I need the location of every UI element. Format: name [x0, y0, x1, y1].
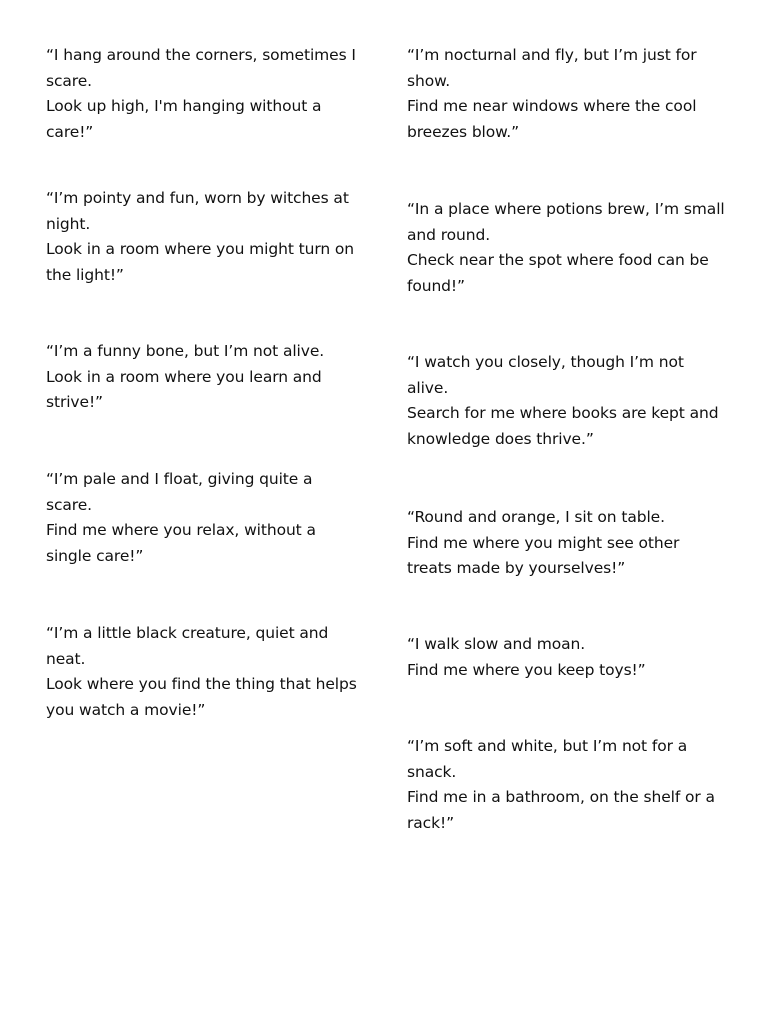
riddle-line: “I walk slow and moan.	[407, 635, 586, 653]
riddle-line: “I watch you closely, though I’m not alive.	[407, 353, 684, 397]
riddle-line: “I’m a little black creature, quiet and neat.	[46, 624, 329, 668]
riddle-line: Look where you find the thing that helps you watch a movie!”	[46, 675, 357, 720]
riddle-line: “I hang around the corners, sometimes I scare.	[46, 46, 356, 90]
riddle-line: Find me where you keep toys!”	[407, 660, 646, 679]
riddle-right-6	[407, 734, 727, 837]
riddle-line: “Round and orange, I sit on table.	[407, 508, 665, 526]
riddle-right-1	[407, 43, 725, 146]
riddle-left-1	[46, 43, 356, 146]
riddle-line: Find me where you might see other treats made by yourselves!”	[407, 533, 680, 578]
riddle-left-4	[46, 467, 352, 570]
riddle-left-2	[46, 186, 358, 289]
riddle-line: “In a place where potions brew, I’m small and round.	[407, 200, 725, 244]
riddle-line: Look in a room where you learn and strive!”	[46, 367, 322, 412]
riddle-line: “I’m pale and I float, giving quite a scare.	[46, 470, 313, 514]
riddle-left-3	[46, 339, 358, 416]
riddle-right-4	[407, 505, 725, 582]
riddle-line: Find me in a bathroom, on the shelf or a rack!”	[407, 788, 715, 833]
riddle-line: Check near the spot where food can be found!”	[407, 251, 709, 296]
riddle-line: “I’m soft and white, but I’m not for a snack.	[407, 737, 688, 781]
riddle-line: Find me near windows where the cool breezes blow.”	[407, 97, 697, 142]
riddle-right-5	[407, 632, 725, 683]
riddle-right-2	[407, 197, 725, 300]
riddle-line: Search for me where books are kept and knowledge does thrive.”	[407, 404, 719, 449]
riddle-left-5	[46, 621, 364, 724]
riddle-line: “I’m pointy and fun, worn by witches at night.	[46, 189, 349, 233]
riddle-line: “I’m a funny bone, but I’m not alive.	[46, 342, 325, 360]
riddle-right-3	[407, 350, 725, 453]
riddle-line: “I’m nocturnal and fly, but I’m just for show.	[407, 46, 697, 90]
riddle-line: Look up high, I'm hanging without a care!”	[46, 97, 322, 142]
riddle-line: Look in a room where you might turn on the light!”	[46, 240, 355, 285]
riddle-line: Find me where you relax, without a single care!”	[46, 521, 316, 566]
